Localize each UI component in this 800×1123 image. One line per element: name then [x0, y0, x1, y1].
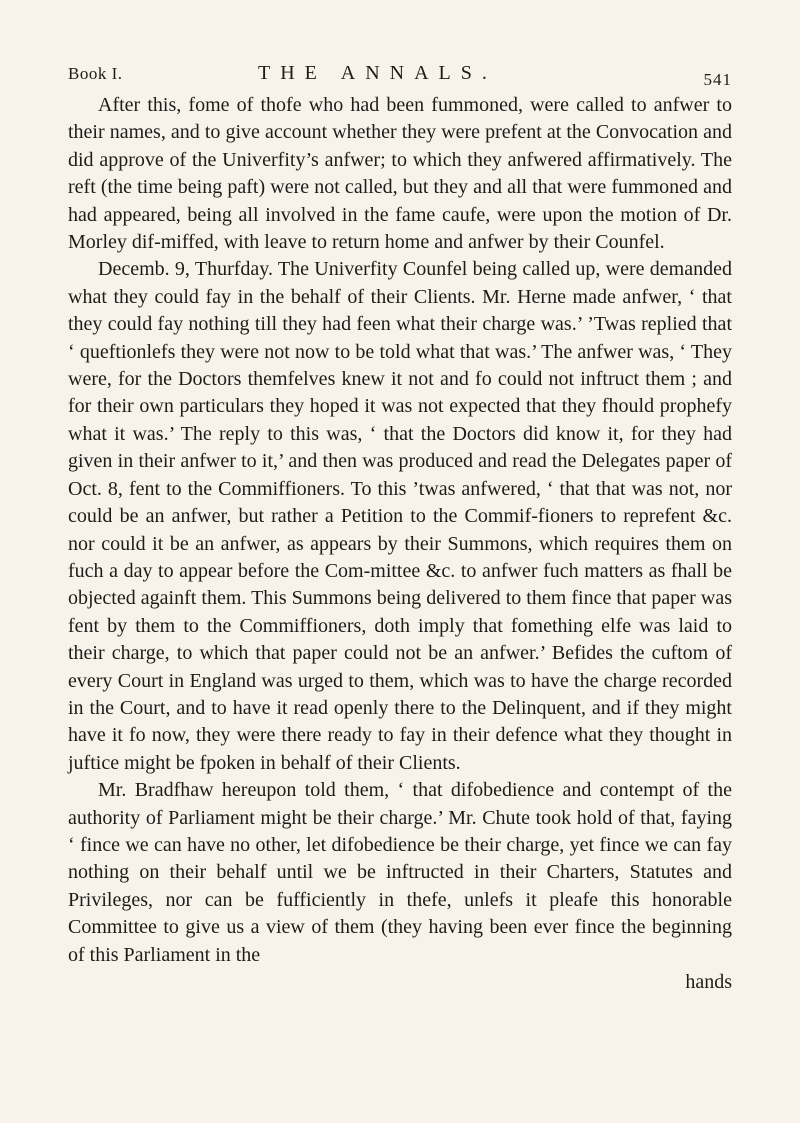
paragraph-3: Mr. Bradfhaw hereupon told them, ‘ that difobedience and contempt of the authority of Parliament might be their charge.’ Mr. Chute took hold of that, faying ‘ fince we can have no other, let difobedience be their charge, yet fince we can fay nothing on their behalf until we be inftructed in their Charters, Statutes and Privileges, nor can be fufficiently in thefe, unlefs it pleafe this honorable Committee to give us a view of them (they having been ever fince the beginning of this Parliament in the [68, 779, 732, 966]
body-text [68, 92, 732, 996]
paragraph-2: Decemb. 9, Thurfday. The Univerfity Counfel being called up, were demanded what they could fay in the behalf of their Clients. Mr. Herne made anfwer, ‘ that they could fay nothing till they had feen what their charge was.’ ’Twas replied that ‘ queftionlefs they were not now to be told what that was.’ The anfwer was, ‘ They were, for the Doctors themfelves knew it not and fo could not inftruct them ; and for their own particulars they hoped it was not expected that they fhould prophefy what it was.’ The reply to this was, ‘ that the Doctors did know it, for they had given in their anfwer to it,’ and then was produced and read the Delegates paper of Oct. 8, fent to the Commiffioners. To this ’twas anfwered, ‘ that that was not, nor could be an anfwer, but rather a Petition to the Commif-fioners to reprefent &c. nor could it be an anfwer, as appears by their Summons, which requires them on fuch a day to appear before the Com-mittee &c. to anfwer fuch matters as fhall be objected againft them. This Summons being delivered to them fince that paper was fent by them to the Commiffioners, doth imply that fomething elfe was laid to their charge, to which that paper could not be an anfwer.’ Befides the cuftom of every Court in England was urged to them, which was to have the charge recorded in the Court, and to have it read openly there to the Delinquent, and if they might have it fo now, they were there ready to fay in their defence what they thought in juftice might be fpoken in behalf of their Clients. [68, 258, 732, 774]
book-page [68, 58, 732, 996]
catchword: hands [685, 971, 732, 993]
running-header [68, 58, 732, 92]
paragraph-1: After this, fome of thofe who had been fummoned, were called to anfwer to their names, and to give account whether they were prefent at the Convocation and did approve of the Univerfity’s anfwer; to which they anfwered affirmatively. The reft (the time being paft) were not called, but they and all that were fummoned and had appeared, being all involved in the fame caufe, were upon the motion of Dr. Morley dif-miffed, with leave to return home and anfwer by their Counfel. [68, 94, 732, 254]
page-number: 541 [703, 70, 732, 89]
book-label: Book I. [68, 64, 123, 83]
running-title: THE ANNALS. [258, 62, 497, 84]
